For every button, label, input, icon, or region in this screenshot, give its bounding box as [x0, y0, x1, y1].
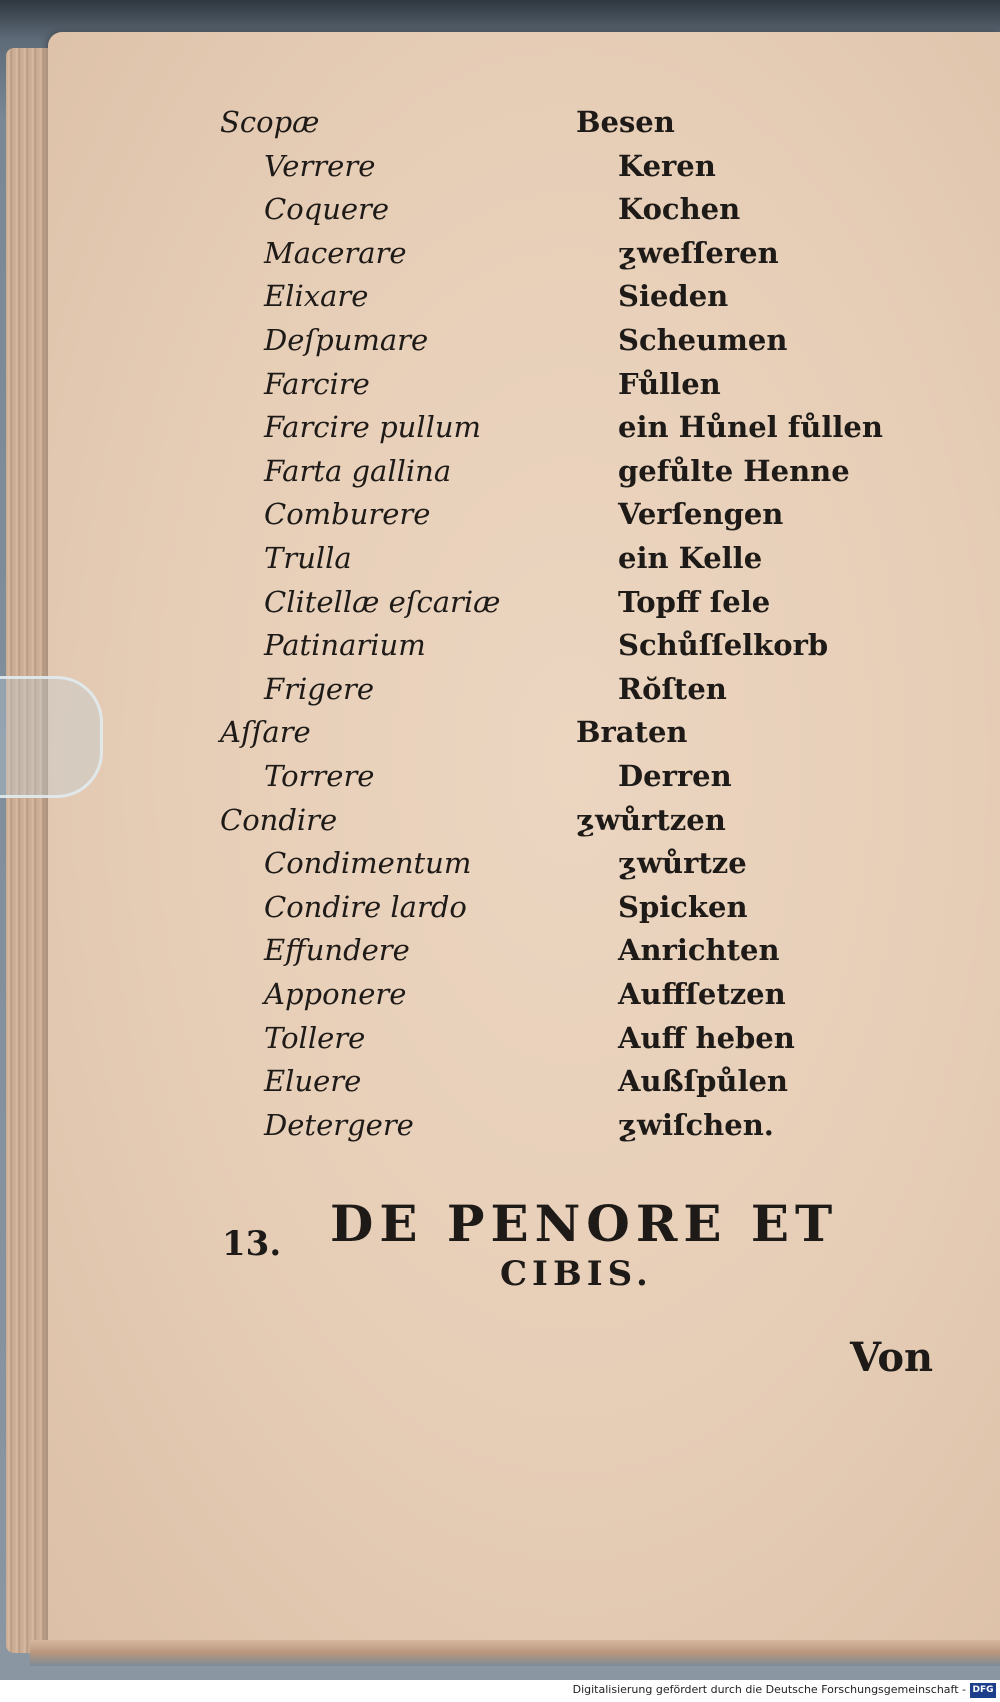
german-term: Besen: [576, 105, 675, 139]
german-term: Spicken: [618, 889, 748, 924]
latin-term: Condire: [220, 802, 338, 837]
latin-term: Elixare: [264, 279, 369, 314]
latin-term: Farcire pullum: [264, 410, 482, 445]
vocab-row: [0, 189, 1000, 229]
german-term: Schůſſelkorb: [618, 628, 829, 663]
german-term: Verſengen: [618, 497, 784, 532]
german-term: ƺwiſchen.: [618, 1107, 774, 1142]
vocab-row: [0, 712, 1000, 752]
latin-term: Clitellæ eſcariæ: [264, 584, 501, 619]
latin-term: Scopæ: [220, 105, 320, 139]
vocab-row: [0, 625, 1000, 665]
vocab-row: [0, 974, 1000, 1014]
vocab-row: [0, 930, 1000, 970]
german-term: Scheumen: [618, 323, 788, 357]
german-term: Anrichten: [618, 933, 780, 968]
german-term: ƺweſſeren: [618, 235, 779, 270]
german-term: gefůlte Henne: [618, 453, 850, 488]
latin-term: Condire lardo: [264, 889, 467, 924]
vocab-row: [0, 102, 1000, 142]
german-term: ƺwůrtzen: [576, 802, 726, 837]
vocab-row: [0, 538, 1000, 578]
latin-term: Verrere: [264, 148, 376, 183]
catchword: Von: [850, 1334, 934, 1381]
german-term: Fůllen: [618, 366, 721, 401]
german-term: Kochen: [618, 192, 741, 227]
footer-bar: [0, 1680, 1000, 1702]
vocab-row: [0, 233, 1000, 273]
german-term: Auff heben: [618, 1020, 795, 1055]
latin-term: Effundere: [264, 933, 410, 968]
latin-term: Comburere: [264, 497, 431, 532]
section-title-line2: CIBIS.: [500, 1254, 653, 1294]
latin-term: Torrere: [264, 759, 375, 793]
vocab-row: [0, 276, 1000, 316]
german-term: Topff ſele: [618, 584, 771, 619]
vocab-row: [0, 756, 1000, 796]
vocab-row: [0, 320, 1000, 360]
german-term: Außſpůlen: [618, 1064, 789, 1099]
german-term: Auffſetzen: [618, 977, 786, 1011]
vocab-row: [0, 1018, 1000, 1058]
vocab-row: [0, 146, 1000, 186]
german-term: ein Hůnel fůllen: [618, 410, 883, 445]
latin-term: Detergere: [264, 1107, 414, 1142]
latin-term: Trulla: [264, 541, 352, 575]
latin-term: Farcire: [264, 366, 370, 401]
latin-term: Tollere: [264, 1020, 366, 1055]
latin-term: Farta gallina: [264, 453, 452, 488]
vocab-row: [0, 1061, 1000, 1101]
vocab-row: [0, 800, 1000, 840]
footer-credit: Digitalisierung gefördert durch die Deutsche Forschungsgemeinschaft -: [572, 1683, 966, 1696]
german-term: Rŏſten: [618, 671, 727, 706]
german-term: Braten: [576, 715, 688, 750]
vocab-row: [0, 887, 1000, 927]
latin-term: Condimentum: [264, 846, 472, 881]
german-term: Keren: [618, 148, 716, 183]
latin-term: Patinarium: [264, 628, 426, 663]
latin-term: Macerare: [264, 235, 407, 270]
vocab-row: [0, 669, 1000, 709]
section-title-line1: DE PENORE ET: [330, 1194, 839, 1253]
latin-term: Eluere: [264, 1064, 362, 1099]
dfg-logo: DFG: [970, 1683, 996, 1698]
latin-term: Deſpumare: [264, 323, 429, 357]
vocab-row: [0, 451, 1000, 491]
vocab-row: [0, 582, 1000, 622]
german-term: ein Kelle: [618, 541, 763, 575]
latin-term: Aſſare: [220, 715, 311, 750]
vocab-row: [0, 494, 1000, 534]
vocab-row: [0, 407, 1000, 447]
german-term: Sieden: [618, 279, 729, 314]
german-term: Derren: [618, 759, 732, 793]
vocab-row: [0, 364, 1000, 404]
latin-term: Frigere: [264, 671, 375, 706]
vocab-row: [0, 843, 1000, 883]
section-number: 13.: [222, 1224, 282, 1264]
vocab-row: [0, 1105, 1000, 1145]
latin-term: Coquere: [264, 192, 390, 227]
latin-term: Apponere: [264, 977, 407, 1011]
german-term: ƺwůrtze: [618, 846, 747, 881]
